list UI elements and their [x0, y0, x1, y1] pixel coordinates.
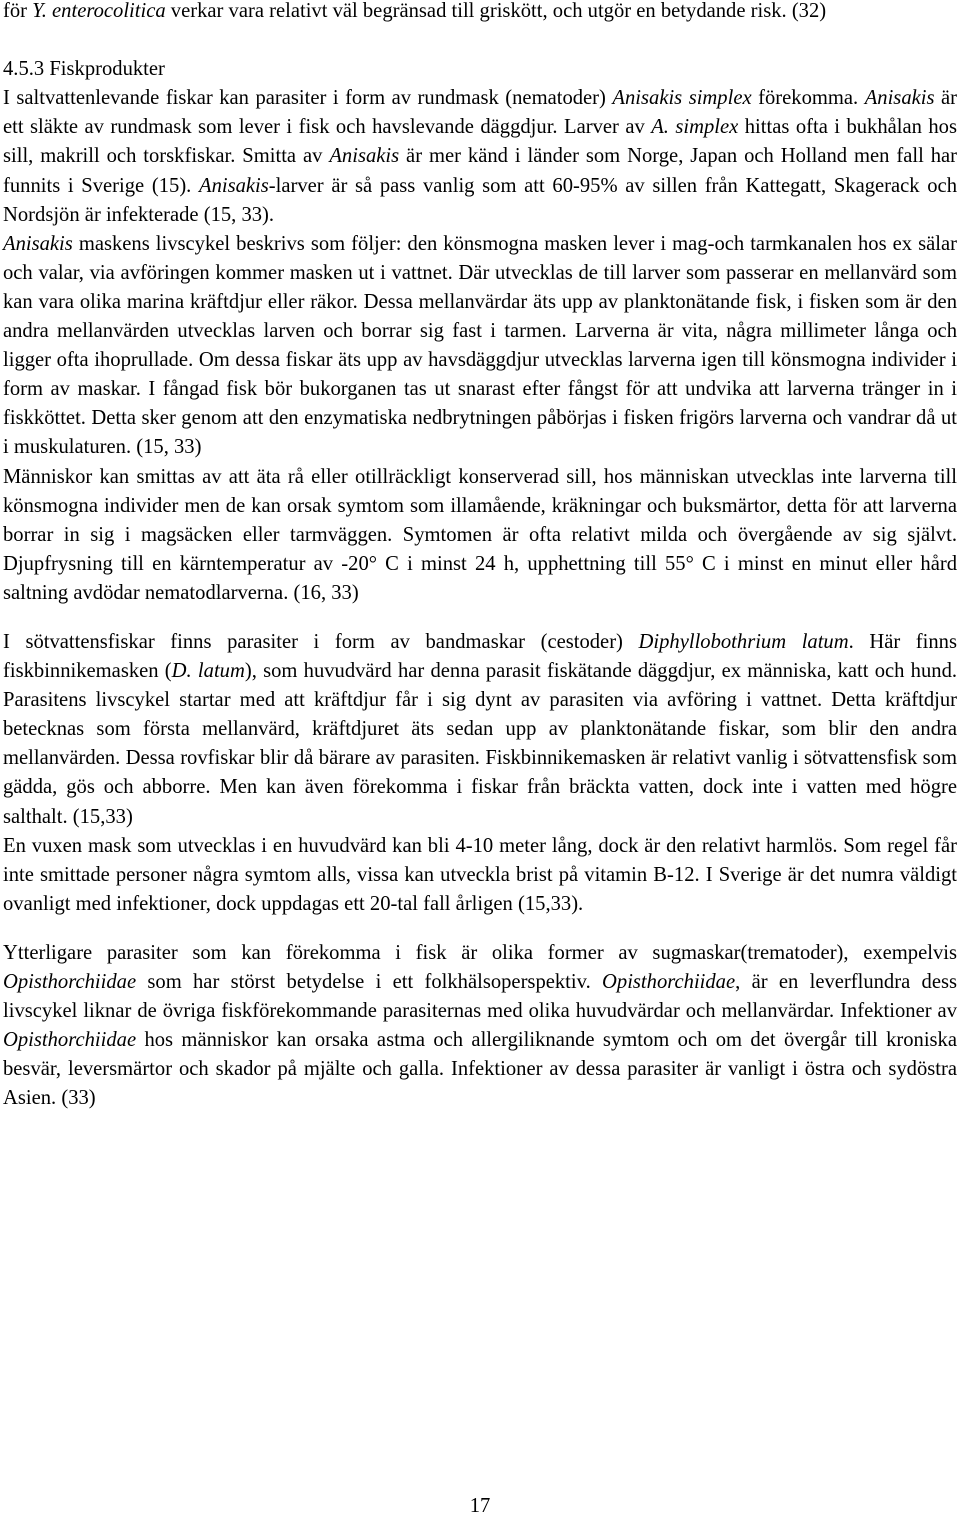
text-run: förekomma. [751, 87, 865, 110]
section-heading: 4.5.3 Fiskprodukter [3, 58, 165, 81]
species-name: Anisakis simplex [612, 87, 752, 110]
paragraph-freshwater [3, 628, 957, 832]
text-run: . Här finns fiskbinnikemasken ( [3, 630, 957, 683]
species-name: Anisakis [199, 174, 269, 197]
species-name: Anisakis [3, 232, 73, 255]
text-run: är mer känd i länder som Norge, Japan och Holland men fall har funnits i Sverige (15). [3, 145, 957, 197]
species-name: Y. enterocolitica [32, 0, 166, 22]
text-run: I saltvattenlevande fiskar kan parasiter i form av rundmask (nematoder) [3, 87, 613, 110]
paragraph-yersinia [3, 0, 957, 26]
paragraph-anisakis-intro [3, 84, 957, 229]
species-name: A. simplex [651, 116, 739, 139]
paragraph-adult-worm: En vuxen mask som utvecklas i en huvudvärd kan bli 4-10 meter lång, dock är den relativt harmlös. Som regel får inte smittade personer några symtom alls, vissa kan utveckla brist på vitamin B-12. I Sverige är det numra väldigt ovanligt med infektioner, dock uppdagas ett 20-tal fall årligen (15,33). [3, 834, 957, 915]
species-name: Opisthorchiidae [602, 971, 736, 993]
species-name: Diphyllobothrium latum [638, 630, 849, 653]
text-run: I sötvattensfiskar finns parasiter i form av bandmaskar (cestoder) [3, 630, 639, 653]
text-run: hos människor kan orsaka astma och allergiliknande symtom och om det övergår till kroniska besvär, leversmärtor och skador på mjälte och galla. Infektioner av dessa parasiter är vanligt i östra och sydöstra Asien. (33) [3, 1029, 957, 1110]
text-run: för [3, 0, 33, 22]
species-name: Anisakis [864, 87, 935, 110]
paragraph-human-infection: Människor kan smittas av att äta rå eller otillräckligt konserverad sill, hos människan utvecklas inte larverna till könsmogna individer men de kan orsak symtom som illamående, kräkningar och buksmärtor, detta för att larverna borrar in sig i magsäcken eller tarmväggen. Symtomen är ofta relativt milda och övergående av sig självt. Djupfrysning till en kärntemperatur av -20° C i minst 24 h, upphettning till 55° C i minst en minut eller hård saltning avdödar nematodlarverna. (16, 33) [3, 465, 957, 604]
species-name: Anisakis [329, 145, 400, 168]
text-run: som har störst betydelse i ett folkhälsoperspektiv. [136, 971, 603, 993]
text-run: -larver är så pass vanlig som att 60-95% av sillen från Kattegatt, Skagerack och Nordsjön är infekterade (15, 33). [3, 174, 957, 226]
text-run: Ytterligare parasiter som kan förekomma i fisk är olika former av sugmaskar(trematoder), exempelvis [3, 941, 957, 964]
species-name: Opisthorchiidae [3, 971, 137, 993]
paragraph-anisakis-lifecycle [3, 230, 957, 463]
document-page [3, 0, 957, 1113]
text-run: ), som huvudvärd har denna parasit fiskätande däggdjur, ex människa, katt och hund. Parasitens livscykel startar med att kräftdjur får i sig dynt av parasiten via avföring i vattnet. Detta kräftdjur betecknas som första mellanvärd, kräftdjuret äts sedan upp av planktonätande fiskar, som blir den andra mellanvärden. Dessa rovfiskar blir då bärare av parasiten. Fiskbinnikemasken är relativt vanlig i sötvattensfisk som gädda, gös och abborre. Men kan även förekomma i fiskar från bräckta vatten, dock inte i vatten med högre salthalt. (15,33) [3, 660, 958, 828]
text-run: är ett släkte av rundmask som lever i fisk och havslevande däggdjur. Larver av [3, 87, 958, 139]
species-name: D. latum [171, 660, 245, 683]
species-name: Opisthorchiidae [3, 1029, 137, 1052]
text-run: hittas ofta i bukhålan hos sill, makrill och torskfiskar. Smitta av [3, 116, 957, 168]
paragraph-trematodes [3, 939, 957, 1114]
text-run: verkar vara relativt väl begränsad till griskött, och utgör en betydande risk. (32) [165, 0, 827, 22]
text-run: , är en leverflundra dess livscykel liknar de övriga fiskförekommande parasiternas med olika huvudvärdar och mellanvärdar. Infektioner av [3, 971, 957, 1023]
text-run: maskens livscykel beskrivs som följer: den könsmogna masken lever i mag-och tarmkanalen hos ex sälar och valar, via avföringen kommer masken ut i vattnet. Där utvecklas de till larver som passerar en mellanvärd som kan vara olika marina kräftdjur eller räkor. Dessa mellanvärdar äts upp av planktonätande fisk, i fisken som är den andra mellanvärden utvecklas larven och borrar sig fast i tarmen. Larverna är vita, några millimeter långa och ligger ofta ihoprullade. Om dessa fiskar äts upp av havsdäggdjur utvecklas larverna igen till könsmogna individer i form av maskar. I fångad fisk bör bukorganen tas ut snarast efter fångst för att undvika att larverna tränger in i fiskköttet. Detta sker genom att den enzymatiska nedbrytningen påbörjas i fisken frigörs larverna och vandrar då ut i muskulaturen. (15, 33) [3, 232, 957, 459]
page-number: 17 [469, 1495, 491, 1517]
